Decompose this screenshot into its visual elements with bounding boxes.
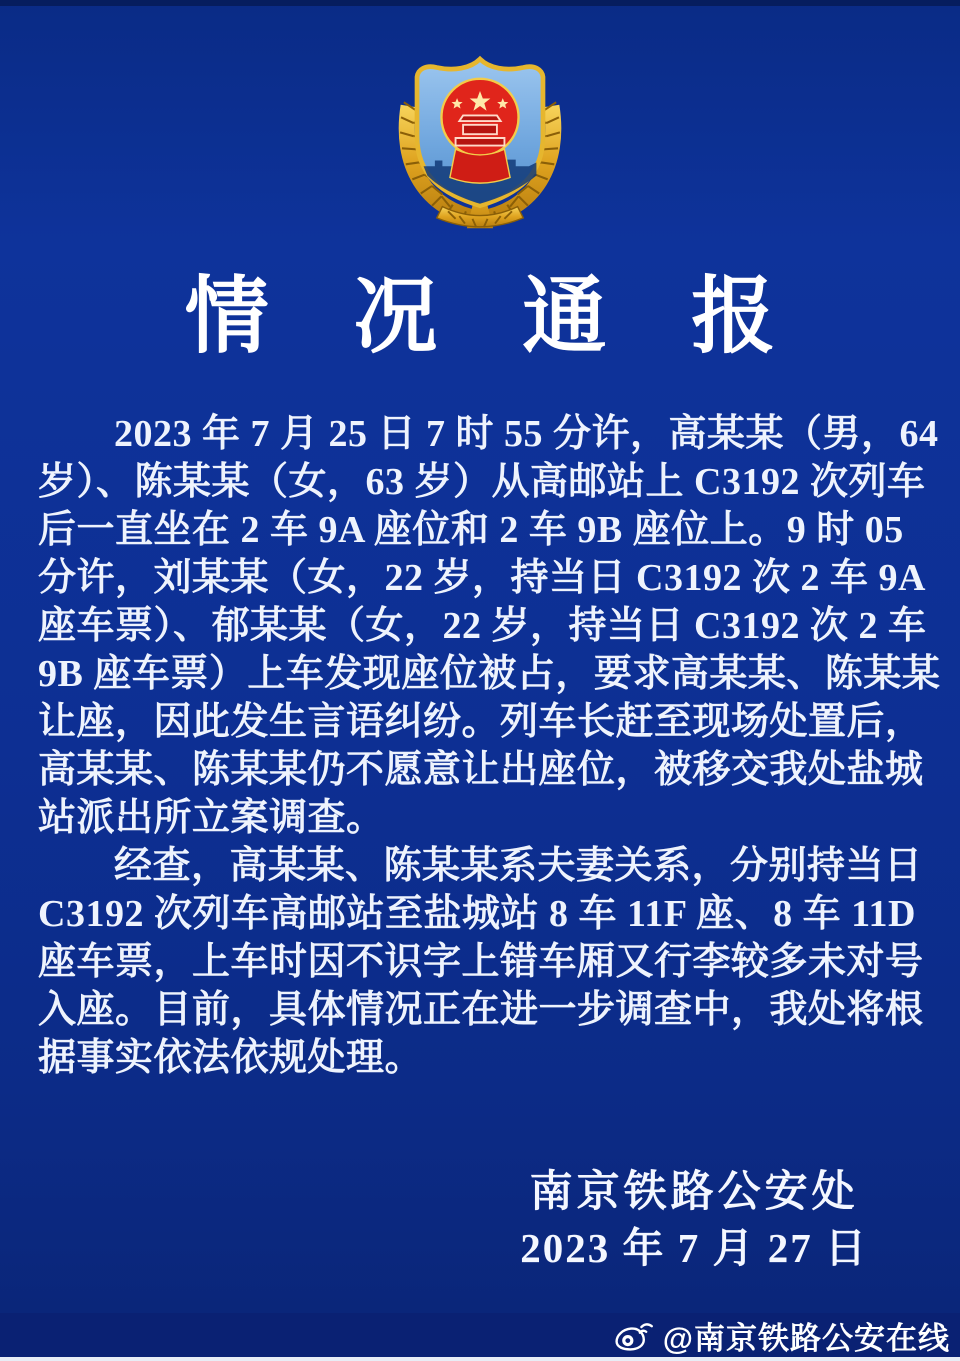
body-line: 9B 座车票）上车发现座位被占，要求高某某、陈某某 [38,653,941,696]
body-line: 座车票）、郁某某（女，22 岁，持当日 C3192 次 2 车 [38,605,927,648]
body-line: 站派出所立案调查。 [38,797,385,840]
watermark-bar [0,1313,960,1357]
body-line: 分许，刘某某（女，22 岁，持当日 C3192 次 2 车 9A [38,557,926,600]
body-line: 后一直坐在 2 车 9A 座位和 2 车 9B 座位上。9 时 05 [38,509,904,552]
tiananmen [456,115,505,145]
top-border [0,0,960,6]
police-badge-icon [385,44,575,232]
watermark-handle: @南京铁路公安在线 [662,1320,950,1356]
body-line: 让座，因此发生言语纠纷。列车长赶至现场处置后， [38,701,924,744]
police-emblem [385,44,575,232]
notice-title: 情 况 通 报 [184,271,808,364]
weibo-icon [615,1319,655,1351]
body-line: 入座。目前，具体情况正在进一步调查中，我处将根 [38,989,924,1032]
signature-date: 2023 年 7 月 27 日 [520,1225,868,1272]
body-line: 据事实依法依规处理。 [38,1037,424,1080]
body-line: C3192 次列车高邮站至盐城站 8 车 11F 座、8 车 11D [38,893,916,936]
body-line: 座车票，上车时因不识字上错车厢又行李较多未对号 [38,941,924,984]
bottom-border [0,1357,960,1361]
notice-body [0,410,960,1082]
body-line: 岁）、陈某某（女，63 岁）从高邮站上 C3192 次列车 [38,461,926,504]
body-line: 经查，高某某、陈某某系夫妻关系，分别持当日 [114,845,923,888]
national-emblem [441,79,518,183]
ribbon [450,149,510,183]
signature-block [520,1166,868,1276]
signature-org: 南京铁路公安处 [529,1169,859,1217]
body-line: 2023 年 7 月 25 日 7 时 55 分许，高某某（男，64 [114,413,939,456]
body-line: 高某某、陈某某仍不愿意让出座位，被移交我处盐城 [38,749,924,792]
